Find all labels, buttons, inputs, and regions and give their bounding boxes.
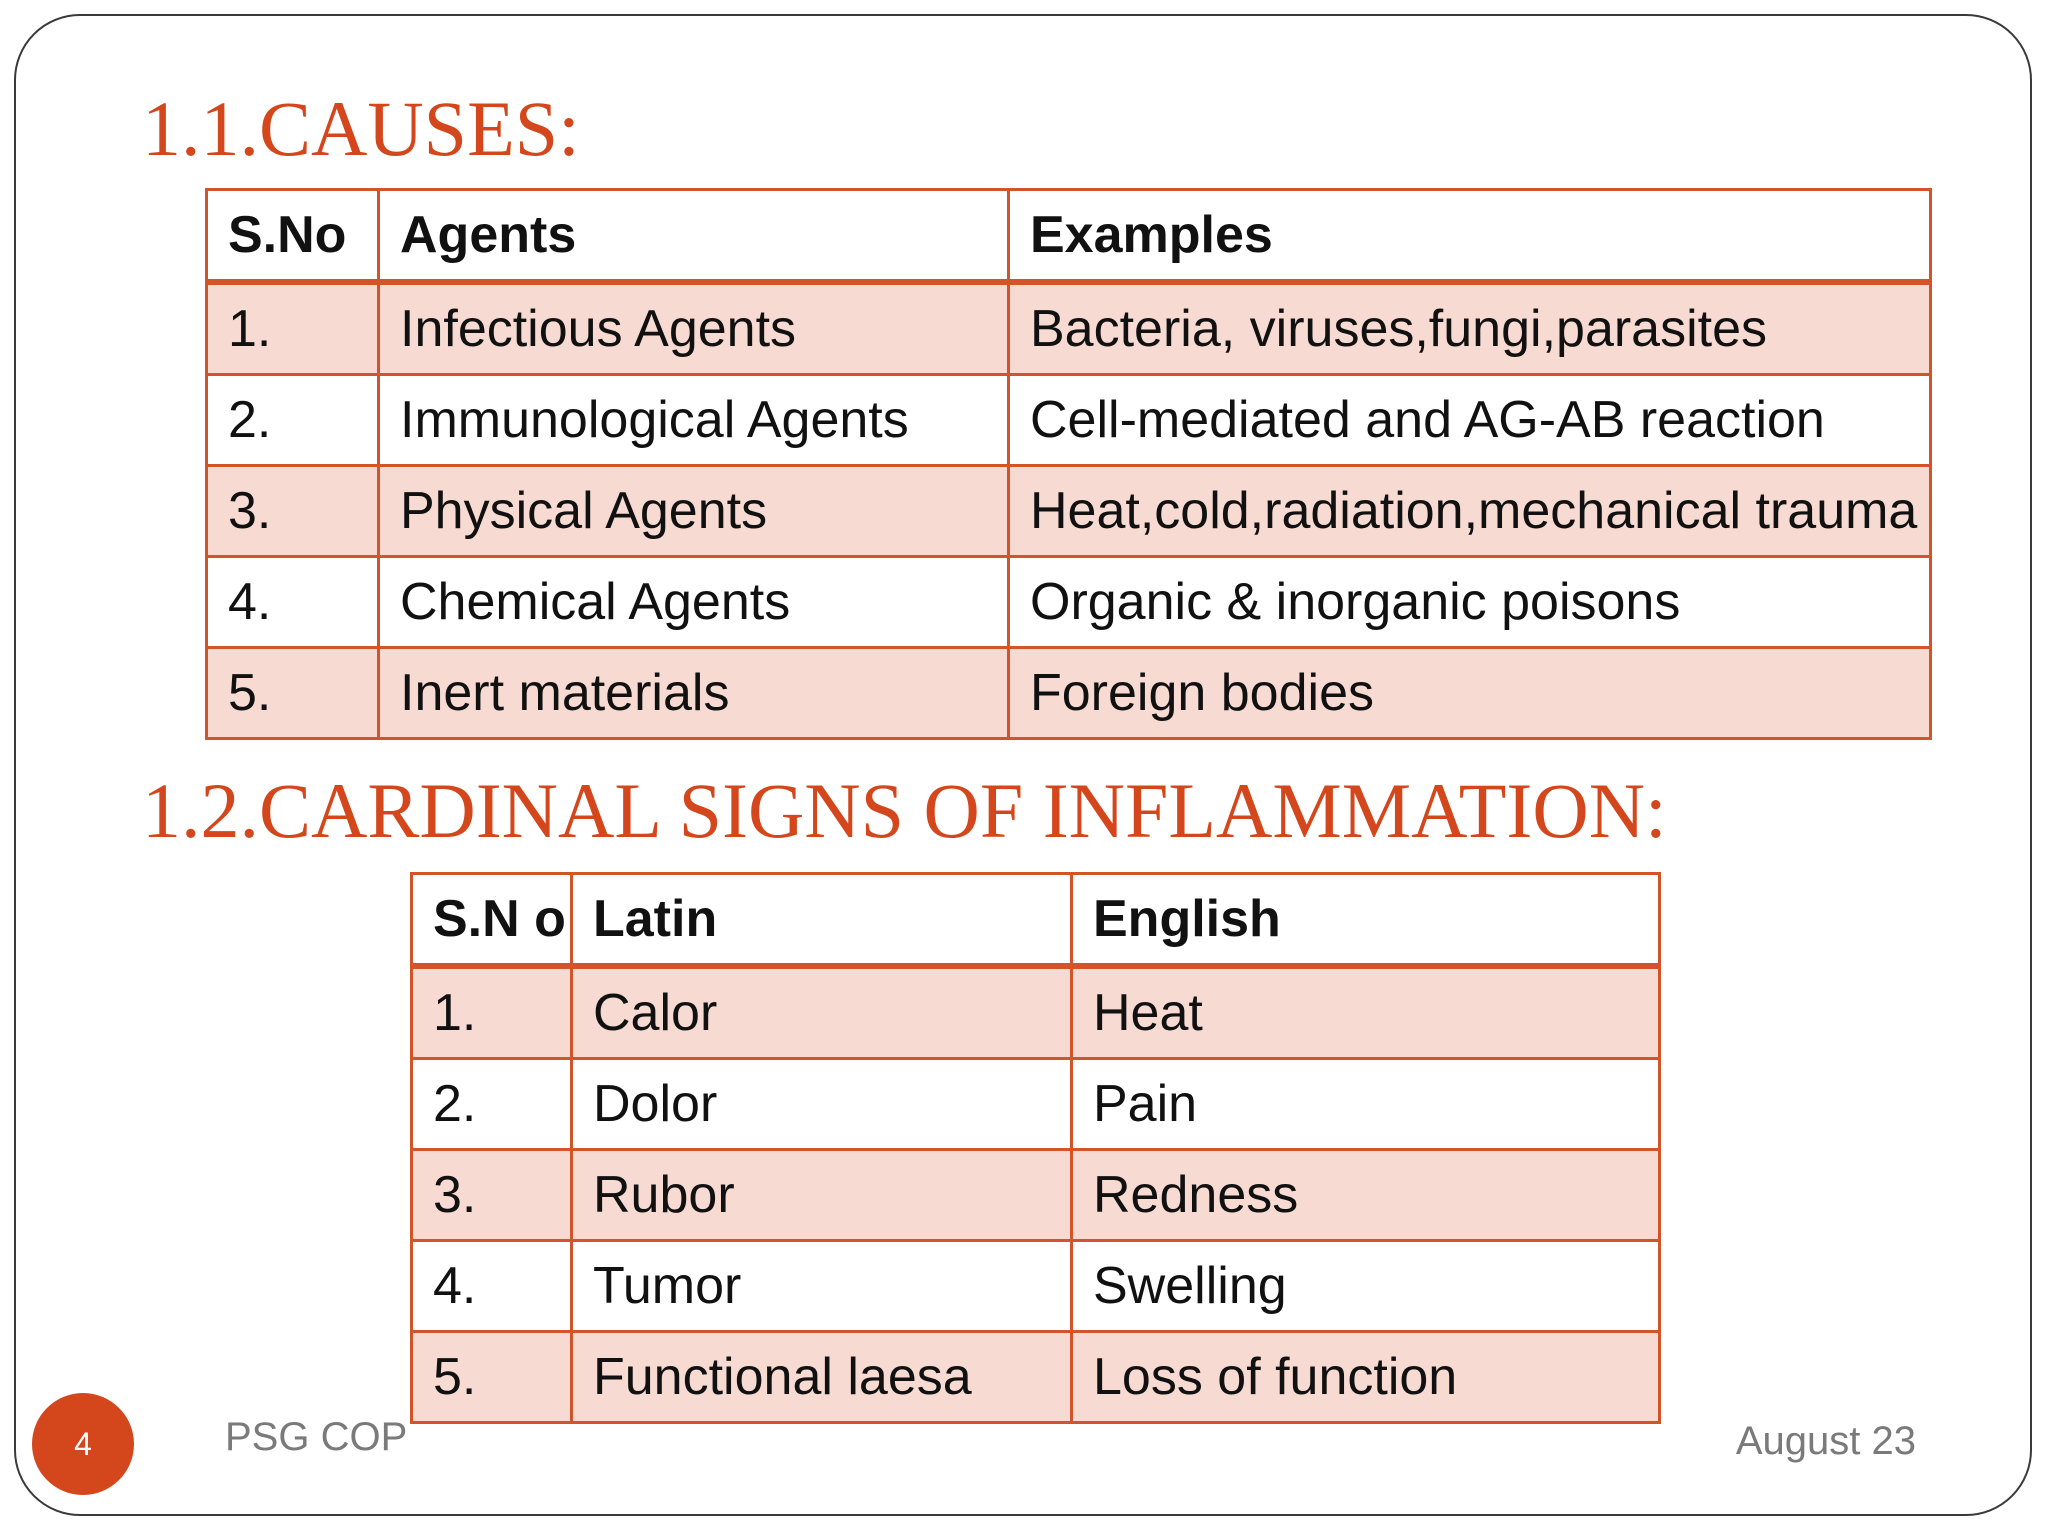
table-row bbox=[412, 1332, 1660, 1423]
cell-english: Swelling bbox=[1072, 1241, 1660, 1332]
cell-agent: Inert materials bbox=[379, 648, 1009, 739]
cell-sno: 5. bbox=[207, 648, 379, 739]
header-agents: Agents bbox=[379, 190, 1009, 283]
table-header-row bbox=[207, 190, 1931, 283]
table-row bbox=[412, 1241, 1660, 1332]
header-latin: Latin bbox=[572, 874, 1072, 967]
cell-sno: 5. bbox=[412, 1332, 572, 1423]
cardinal-signs-table bbox=[410, 872, 1661, 1424]
heading-cardinal-signs: 1.2.CARDINAL SIGNS OF INFLAMMATION: bbox=[142, 767, 1667, 854]
table-row bbox=[207, 466, 1931, 557]
cell-latin: Dolor bbox=[572, 1059, 1072, 1150]
table-header-row bbox=[412, 874, 1660, 967]
cell-sno: 1. bbox=[412, 966, 572, 1059]
table-row bbox=[207, 557, 1931, 648]
table-row bbox=[412, 1059, 1660, 1150]
cell-example: Heat,cold,radiation,mechanical trauma bbox=[1009, 466, 1931, 557]
causes-table bbox=[205, 188, 1932, 740]
table-row bbox=[412, 1150, 1660, 1241]
table-row bbox=[412, 966, 1660, 1059]
cell-example: Foreign bodies bbox=[1009, 648, 1931, 739]
cell-latin: Rubor bbox=[572, 1150, 1072, 1241]
heading-causes: 1.1.CAUSES: bbox=[142, 85, 580, 172]
table-row bbox=[207, 648, 1931, 739]
cell-sno: 4. bbox=[412, 1241, 572, 1332]
header-sno: S.No bbox=[207, 190, 379, 283]
cell-latin: Tumor bbox=[572, 1241, 1072, 1332]
cell-sno: 1. bbox=[207, 282, 379, 375]
table-row bbox=[207, 282, 1931, 375]
table-row bbox=[207, 375, 1931, 466]
cell-sno: 4. bbox=[207, 557, 379, 648]
header-english: English bbox=[1072, 874, 1660, 967]
header-examples: Examples bbox=[1009, 190, 1931, 283]
cell-example: Cell-mediated and AG-AB reaction bbox=[1009, 375, 1931, 466]
cell-english: Loss of function bbox=[1072, 1332, 1660, 1423]
cell-sno: 2. bbox=[207, 375, 379, 466]
cell-agent: Immunological Agents bbox=[379, 375, 1009, 466]
header-sno: S.N o bbox=[412, 874, 572, 967]
cell-english: Pain bbox=[1072, 1059, 1660, 1150]
cell-agent: Physical Agents bbox=[379, 466, 1009, 557]
footer-organization: PSG COP bbox=[225, 1415, 408, 1459]
slide-number-badge: 4 bbox=[32, 1393, 134, 1495]
footer-date: August 23 bbox=[1735, 1419, 1916, 1463]
cell-agent: Infectious Agents bbox=[379, 282, 1009, 375]
cell-example: Bacteria, viruses,fungi,parasites bbox=[1009, 282, 1931, 375]
cell-english: Redness bbox=[1072, 1150, 1660, 1241]
cell-example: Organic & inorganic poisons bbox=[1009, 557, 1931, 648]
cell-sno: 3. bbox=[207, 466, 379, 557]
cell-latin: Calor bbox=[572, 966, 1072, 1059]
cell-agent: Chemical Agents bbox=[379, 557, 1009, 648]
cell-sno: 3. bbox=[412, 1150, 572, 1241]
cell-latin: Functional laesa bbox=[572, 1332, 1072, 1423]
cell-english: Heat bbox=[1072, 966, 1660, 1059]
cell-sno: 2. bbox=[412, 1059, 572, 1150]
